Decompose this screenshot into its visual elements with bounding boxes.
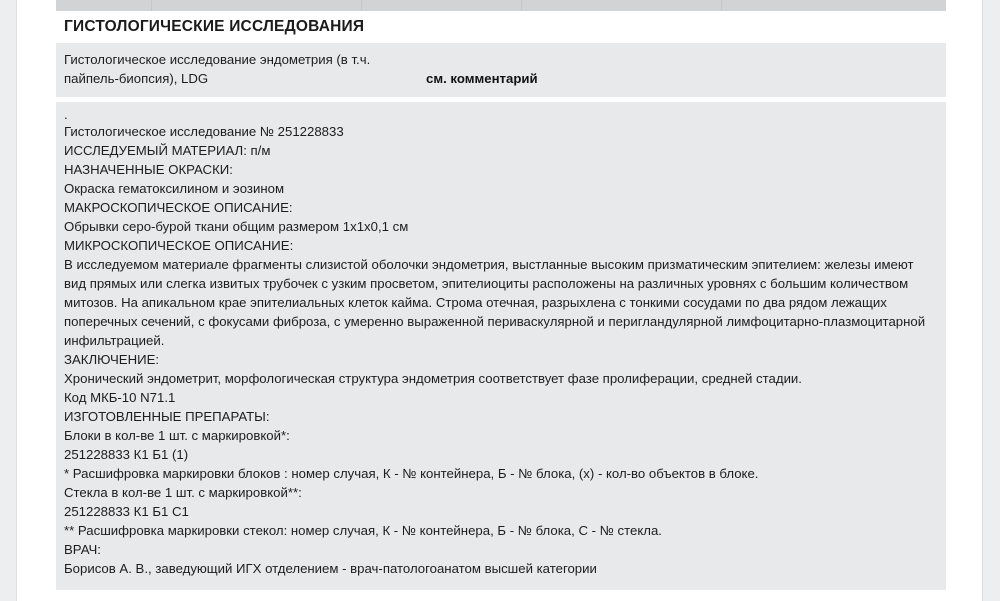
table-header-cell (522, 0, 722, 11)
left-gutter-divider (16, 0, 17, 601)
report-line: Стекла в кол-ве 1 шт. с маркировкой**: (64, 485, 302, 501)
table-header-cell (722, 0, 946, 11)
table-header-cell (56, 0, 152, 11)
report-line: Борисов А. В., заведующий ИГХ отделением - врач-патологоанатом высшей категории (64, 561, 597, 577)
report-line: Блоки в кол-ве 1 шт. с маркировкой*: (64, 428, 290, 444)
report-line: Обрывки серо-бурой ткани общим размером 1х1х0,1 см (64, 219, 409, 235)
report-lead-dot: . (64, 107, 68, 123)
document-column (56, 11, 946, 590)
right-gutter (983, 0, 1000, 601)
report-line: ВРАЧ: (64, 542, 101, 558)
report-line: 251228833 К1 Б1 С1 (64, 504, 189, 520)
report-line: Окраска гематоксилином и эозином (64, 181, 285, 197)
report-line: Гистологическое исследование № 251228833 (64, 124, 344, 140)
report-line: * Расшифровка маркировки блоков : номер случая, К - № контейнера, Б - № блока, (х) - кол-во объектов в блоке. (64, 466, 759, 482)
test-result-value: см. комментарий (426, 71, 538, 87)
table-header-cell (152, 0, 362, 11)
test-summary-row (56, 43, 946, 97)
section-title: ГИСТОЛОГИЧЕСКИЕ ИССЛЕДОВАНИЯ (64, 18, 365, 35)
section-title-row (56, 11, 946, 43)
report-line: НАЗНАЧЕННЫЕ ОКРАСКИ: (64, 162, 233, 178)
left-gutter (0, 0, 16, 601)
report-line: ЗАКЛЮЧЕНИЕ: (64, 352, 160, 368)
report-line: 251228833 К1 Б1 (1) (64, 447, 189, 463)
report-line: ИССЛЕДУЕМЫЙ МАТЕРИАЛ: п/м (64, 143, 271, 159)
report-body-panel (56, 102, 946, 590)
report-line: Код МКБ-10 N71.1 (64, 390, 176, 406)
report-line: Хронический эндометрит, морфологическая структура эндометрия соответствует фазе пролиферации, средней стадии. (64, 371, 802, 387)
report-line: МИКРОСКОПИЧЕСКОЕ ОПИСАНИЕ: (64, 238, 294, 254)
report-line: МАКРОСКОПИЧЕСКОЕ ОПИСАНИЕ: (64, 200, 293, 216)
table-header-cell (362, 0, 522, 11)
microscopic-description-paragraph: В исследуемом материале фрагменты слизистой оболочки эндометрия, выстланные высоким призматическим эпителием: железы имеют вид прямых или слегка извитых трубочек с узким просветом, эпителиоциты расположены на различных уровнях с большим количеством митозов. На апикальном крае эпителиальных клеток кайма. Строма отечная, разрыхлена с тонкими сосудами по два рядом лежащих поперечных сечений, с фокусами фиброза, с умеренно выраженной периваскулярной и перигландулярной лимфоцитарно-плазмоцитарной инфильтрацией. (64, 257, 926, 349)
report-line: ** Расшифровка маркировки стекол: номер случая, К - № контейнера, Б - № блока, С - № стекла. (64, 523, 662, 539)
report-line: ИЗГОТОВЛЕННЫЕ ПРЕПАРАТЫ: (64, 409, 270, 425)
test-name: Гистологическое исследование эндометрия (в т.ч. пайпель-биопсия), LDG (64, 52, 371, 87)
table-header-band (56, 0, 946, 11)
